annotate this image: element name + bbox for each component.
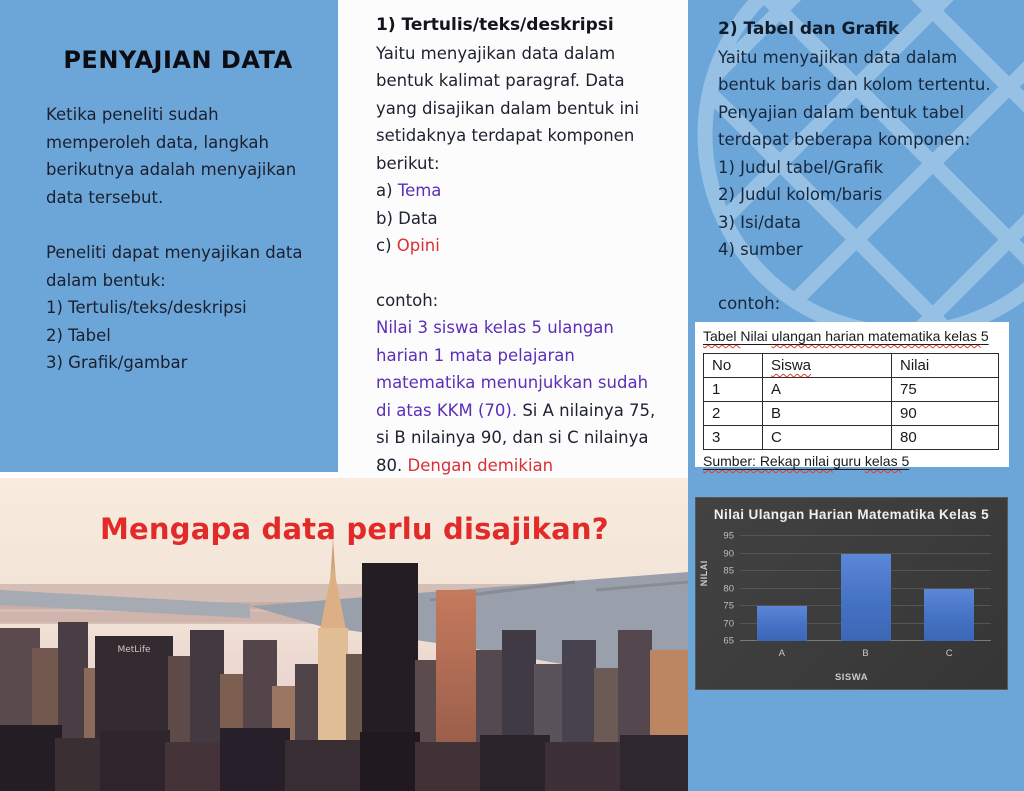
section2-body: Yaitu menyajikan data dalam bentuk baris dan kolom tertentu. Penyajian dalam bentuk tabel terdapat beberapa komponen: (718, 47, 991, 149)
example-label: contoh: (376, 290, 439, 310)
chart-y-tick: 80 (723, 583, 734, 594)
section2-heading: 2) Tabel dan Grafik (718, 19, 900, 39)
chart-title: Nilai Ulangan Harian Matematika Kelas 5 (713, 507, 990, 522)
table-title (703, 328, 1009, 344)
table-text-word: kelas (944, 328, 981, 344)
component-c (376, 232, 666, 260)
chart-x-tick: C (945, 648, 953, 659)
table-text-word: Rekap (759, 453, 805, 469)
table-component-4: 4) sumber (718, 240, 803, 259)
chart-y-axis-label: NILAI (699, 559, 709, 586)
table-component-2: 2) Judul kolom/baris (718, 185, 883, 204)
table-text-word: kelas (864, 453, 902, 469)
table-text-word: nilai (804, 453, 833, 469)
component-c-label: Opini (396, 236, 440, 255)
chart-bar-B (841, 554, 891, 642)
chart-bar-C (924, 589, 974, 642)
section1-body: Yaitu menyajikan data dalam bentuk kalimat paragraf. Data yang disajikan dalam bentuk ini setidaknya terdapat komponen berikut: (376, 43, 640, 173)
component-b-prefix: b) (376, 208, 399, 228)
city-photo (0, 478, 688, 791)
forms-intro: Peneliti dapat menyajikan data dalam bentuk: (46, 243, 303, 290)
table-example-card (695, 322, 1009, 467)
table-component-3: 3) Isi/data (718, 212, 801, 232)
forms-list-item-1: 1) Tertulis/teks/deskripsi (46, 298, 247, 317)
chart-plot-area (723, 530, 991, 659)
right-column (688, 0, 1024, 791)
table-component-1: 1) Judul tabel/Grafik (718, 157, 884, 177)
component-a (376, 177, 666, 205)
chart-y-tick: 90 (723, 548, 734, 559)
cell-siswa-3: C (763, 426, 892, 450)
table-text-word: Tabel (703, 328, 741, 344)
component-b (376, 205, 666, 233)
table-text-word: 5 (901, 453, 910, 469)
forms-list-item-3: 3) Grafik/gambar (46, 353, 188, 372)
cell-nilai-2: 90 (892, 402, 999, 426)
col-header-siswa (763, 354, 892, 378)
cell-siswa-1: A (763, 378, 892, 402)
cell-no-3: 3 (704, 426, 763, 450)
chart-x-tick: B (862, 648, 869, 659)
cell-nilai-1: 75 (892, 378, 999, 402)
photo-caption: Mengapa data perlu disajikan? (100, 512, 609, 546)
metlife-sign: MetLife (117, 645, 151, 655)
component-a-label: Tema (397, 181, 442, 200)
example2-label: contoh: (718, 293, 781, 313)
example-black-text: Si A nilainya 75, si B nilainya 90, dan si C nilainya 80. (376, 400, 656, 475)
chart-y-tick: 75 (723, 600, 734, 612)
table-text-word: Nilai (740, 328, 772, 344)
table-row (704, 426, 999, 450)
cell-siswa-2: B (763, 402, 892, 426)
chart-y-tick: 65 (723, 635, 734, 647)
table-row (704, 378, 999, 402)
table-text-word: matematika (868, 328, 945, 344)
component-b-label: Data (398, 208, 438, 228)
bar-chart-card (695, 497, 1008, 690)
chart-y-tick: 85 (723, 565, 734, 577)
forms-list-item-2: 2) Tabel (46, 325, 111, 345)
chart-bar-A (757, 606, 807, 641)
cell-no-2: 2 (704, 402, 763, 426)
forms-list (46, 294, 304, 377)
intro-paragraph: Ketika peneliti sudah memperoleh data, langkah berikutnya adalah menyajikan data tersebut. (46, 105, 297, 207)
table-source (703, 453, 1009, 469)
example-red-text: Dengan demikian (407, 455, 554, 475)
chart-y-tick: 95 (723, 530, 734, 542)
table-header-row (704, 354, 999, 378)
example-purple-text: Nilai 3 siswa kelas 5 ulangan harian 1 mata pelajaran matematika menunjukkan sudah di atas KKM (70). (376, 318, 649, 420)
chart-gridline (740, 535, 991, 536)
chart-y-tick: 70 (723, 618, 734, 630)
middle-column (338, 0, 688, 479)
col-header-siswa-text: Siswa (771, 357, 812, 374)
nilai-table (703, 353, 999, 450)
cell-nilai-3: 80 (892, 426, 999, 450)
chart-x-axis-label: SISWA (834, 672, 869, 683)
table-text-word: Sumber: (703, 453, 760, 469)
page-title: PENYAJIAN DATA (63, 46, 293, 74)
example-paragraph (376, 314, 666, 479)
table-row (704, 402, 999, 426)
col-header-no: No (704, 354, 763, 378)
table-text-word: harian (825, 328, 869, 344)
section1-heading: 1) Tertulis/teks/deskripsi (376, 15, 614, 35)
table-text-word: ulangan (771, 328, 826, 344)
chart-x-tick: A (778, 648, 785, 659)
left-column (0, 0, 338, 472)
table-text-word: 5 (980, 328, 989, 344)
component-c-prefix: c) (376, 236, 397, 255)
cell-no-1: 1 (704, 378, 763, 402)
table-text-word: guru (832, 453, 865, 469)
component-a-prefix: a) (376, 181, 398, 200)
col-header-nilai: Nilai (892, 354, 999, 378)
